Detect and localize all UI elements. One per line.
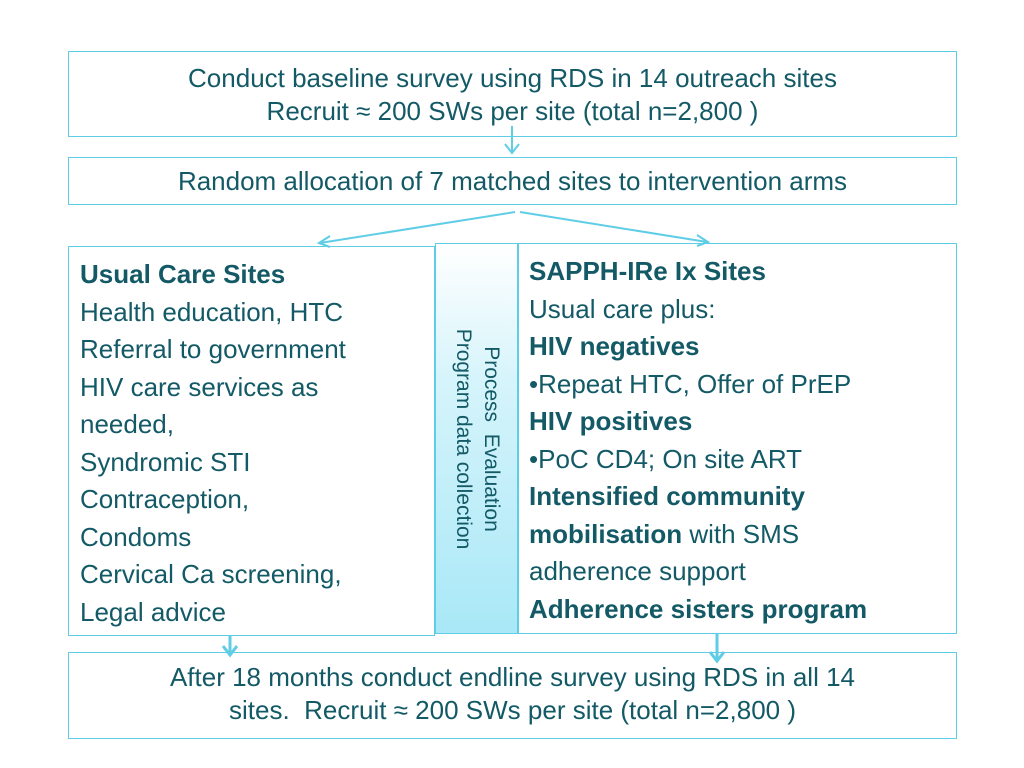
arrow-baseline-to-random-head	[505, 144, 519, 153]
usual-care-line: Syndromic STI	[80, 446, 251, 477]
hiv-negatives-heading: HIV negatives	[529, 331, 700, 361]
process-evaluation-box	[435, 243, 518, 634]
endline-survey-box	[68, 652, 957, 739]
community-heading-line-1: Intensified community	[529, 481, 805, 511]
adherence-sisters-program: Adherence sisters program	[529, 593, 868, 624]
community-rest: with SMS	[682, 518, 800, 549]
sapph-subtitle: Usual care plus:	[529, 293, 716, 324]
usual-care-line: Cervical Ca screening,	[80, 559, 342, 589]
usual-care-line: Contraception,	[80, 484, 250, 514]
hiv-negatives-item: •Repeat HTC, Offer of PrEP	[529, 368, 852, 399]
process-line-2: Program data collection	[451, 328, 475, 549]
random-allocation-text: Random allocation of 7 matched sites to intervention arms	[177, 166, 848, 196]
baseline-survey-box	[68, 51, 957, 137]
usual-care-box	[68, 246, 435, 636]
usual-care-title: Usual Care Sites	[80, 259, 286, 289]
arrow-random-to-usual	[320, 212, 515, 243]
sapph-ire-box	[518, 243, 957, 634]
baseline-line-2: Recruit ≈ 200 SWs per site (total n=2,800 )	[266, 96, 759, 126]
usual-care-line: Condoms	[80, 521, 192, 552]
usual-care-line: HIV care services as	[80, 371, 319, 402]
baseline-line-1: Conduct baseline survey using RDS in 14 outreach sites	[188, 63, 837, 93]
random-allocation-box	[68, 157, 957, 205]
endline-line-1: After 18 months conduct endline survey using RDS in all 14	[169, 662, 856, 692]
community-line-3: adherence support	[529, 556, 746, 586]
arrow-random-to-sapph	[520, 212, 707, 242]
community-heading-bold: mobilisation	[529, 518, 683, 549]
usual-care-line: Legal advice	[80, 596, 226, 627]
usual-care-line: needed,	[80, 409, 174, 439]
usual-care-line: Referral to government	[80, 334, 346, 364]
process-line-1: Process Evaluation	[479, 345, 503, 532]
hiv-positives-heading: HIV positives	[529, 406, 693, 436]
process-evaluation-label	[449, 279, 505, 599]
hiv-positives-item: •PoC CD4; On site ART	[529, 443, 803, 474]
community-line-2	[529, 516, 956, 554]
endline-line-2: sites. Recruit ≈ 200 SWs per site (total n=2,800 )	[228, 695, 796, 725]
sapph-title: SAPPH-IRe Ix Sites	[529, 256, 766, 286]
usual-care-line: Health education, HTC	[80, 296, 344, 327]
